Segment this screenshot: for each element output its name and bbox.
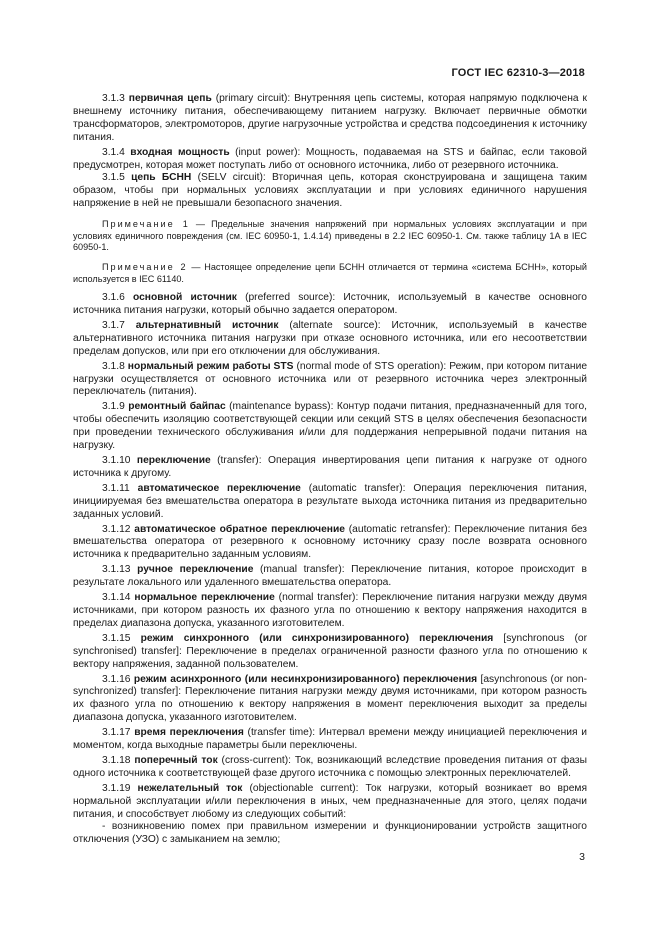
- term-entry: [73, 93, 587, 145]
- term-definition: Источник, используемый в качестве основного источника питания нагрузки, который обычно задается оператором.: [73, 292, 587, 317]
- term-number: 3.1.13: [102, 564, 131, 576]
- term-definition: Режим, при котором питание нагрузки осуществляется от основного источника или от резервного источника через электронный переключатель (питания).: [73, 360, 588, 398]
- term-definition: Интервал времени между инициацией переключения и моментом, когда выходные параметры были переключены.: [73, 727, 587, 752]
- note: [73, 219, 587, 254]
- term-entry: [73, 755, 587, 781]
- term-name: режим асинхронного (или несинхронизированного) переключения: [133, 673, 478, 685]
- term-name: автоматическое переключение: [137, 482, 301, 494]
- term-name: время переключения: [134, 727, 244, 739]
- term-number: 3.1.4: [102, 146, 125, 158]
- term-number: 3.1.6: [102, 292, 125, 304]
- term-number: 3.1.18: [102, 754, 131, 766]
- note: [73, 262, 587, 285]
- term-english: (manual transfer):: [253, 564, 345, 576]
- term-number: 3.1.19: [102, 782, 131, 794]
- term-name: нормальное переключение: [134, 592, 275, 604]
- bullet-item: - возникновению помех при правильном измерении и функционировании устройств защитного отключения (УЗО) с замыканием на землю;: [73, 821, 587, 846]
- term-english: (normal mode of STS operation):: [293, 360, 447, 372]
- term-definition: Внутренняя цепь системы, которая напрямую подключена к внешнему источнику питания, обеспечивающему питанием нагрузку. Включает первичные обмотки трансформаторов, электромоторов, другие нагрузочные устройства и средства подсоединения к источнику питания.: [73, 93, 588, 143]
- term-entry: [73, 592, 587, 631]
- term-number: 3.1.3: [102, 93, 125, 104]
- term-entry: [73, 483, 587, 522]
- standard-header: ГОСТ IEC 62310-3—2018: [451, 67, 585, 79]
- term-entry: [73, 401, 587, 453]
- term-entry: [73, 783, 587, 822]
- term-definition: Вторичная цепь, которая сконструирована и защищена таким образом, чтобы при нормальных условиях эксплуатации и при условиях единичного нарушения напряжение в ней не превышали безопасного значения.: [73, 172, 587, 210]
- term-number: 3.1.10: [102, 455, 131, 466]
- term-name: режим синхронного (или синхронизированного) переключения: [140, 632, 494, 644]
- term-definition: Операция инвертирования цепи питания к нагрузке от одного источника к другому.: [73, 455, 587, 479]
- note-label: Примечание 1: [102, 219, 190, 230]
- term-entry: [73, 361, 587, 400]
- term-number: 3.1.17: [102, 727, 131, 739]
- term-name: ручное переключение: [137, 564, 254, 576]
- term-english: (cross-current):: [217, 754, 292, 766]
- term-name: нормальный режим работы STS: [127, 360, 294, 372]
- term-english: (transfer time):: [243, 727, 316, 739]
- term-english: [synchronous (or synchronised) transfer]:: [73, 632, 587, 657]
- term-definition: Контур подачи питания, предназначенный для того, чтобы обеспечить изоляцию соответствующей секции или секций STS в целях обеспечения безопасности при проведении технического обслуживания и/или для поддержания непрерывной подачи питания на нагрузку.: [73, 401, 587, 452]
- term-name: основной источник: [132, 292, 237, 304]
- term-english: (input power):: [229, 146, 301, 158]
- term-name: входная мощность: [130, 146, 230, 158]
- term-entry: [73, 172, 587, 211]
- term-english: (automatic retransfer):: [344, 523, 451, 535]
- term-definition: Операция переключения питания, инициируемая без вмешательства оператора в результате выхода источника питания из предварительно заданных условий.: [73, 482, 588, 520]
- term-number: 3.1.9: [102, 401, 125, 413]
- term-english: (maintenance bypass):: [225, 401, 334, 413]
- term-definition: Переключение питания нагрузки между двумя источниками, при котором разность их фазного угла по отношению к вектору напряжения в момент переключения выходит за пределы диапазона допуска, указанного изготовителем.: [73, 686, 587, 724]
- term-entry: [73, 147, 587, 173]
- term-english: (transfer):: [210, 455, 262, 466]
- term-entry: [73, 727, 587, 753]
- term-name: альтернативный источник: [135, 319, 279, 331]
- term-number: 3.1.14: [102, 592, 131, 604]
- term-definition: Мощность, подаваемая на STS и байпас, если таковой предусмотрен, которая может поступать либо от основного источника, либо от резервного источника.: [73, 146, 588, 171]
- note-label: Примечание 2: [102, 261, 188, 272]
- term-name: первичная цепь: [128, 93, 212, 104]
- note-text: — Предельные значения напряжений при нормальных условиях эксплуатации и при условиях единичного повреждения (см. IEC 60950-1, 1.4.14) приведены в 2.2 IEC 60950-1. См. также таблицу 1А в IEC 60950-1.: [73, 219, 587, 253]
- term-definition: Переключение питания без вмешательства оператора от резервного к основному источнику сразу после возврата основного источника к предварительно заданным условиям.: [73, 523, 587, 561]
- term-english: (SELV circuit):: [191, 172, 266, 184]
- term-entry: [73, 524, 587, 563]
- page-number: 3: [579, 851, 585, 863]
- term-entry: [73, 564, 587, 590]
- term-entry: [73, 633, 587, 672]
- term-name: поперечный ток: [134, 754, 218, 766]
- term-english: (primary circuit):: [211, 93, 291, 104]
- term-number: 3.1.12: [102, 523, 131, 535]
- term-definition: Переключение питания нагрузки между двумя источниками, при котором разность их фазного угла по отношению к вектору напряжения находится в пределах диапазона допуска, указанного изготовителем.: [73, 592, 587, 629]
- term-entry: [73, 320, 587, 359]
- term-definition: Переключение питания, которое происходит в результате локального или удаленного вмешательства оператора.: [73, 564, 587, 589]
- term-definition: Источник, используемый в качестве альтернативного источника питания нагрузки при отказе основного источника, или его несоответствии пределам допусков, или при его отключении для обслуживания.: [73, 319, 588, 357]
- term-number: 3.1.16: [102, 673, 131, 685]
- term-number: 3.1.15: [102, 632, 131, 644]
- term-name: ремонтный байпас: [128, 401, 226, 413]
- term-number: 3.1.8: [102, 360, 125, 372]
- term-english: (objectionable current):: [242, 782, 359, 794]
- term-entry: [73, 292, 587, 318]
- term-english: (normal transfer):: [274, 592, 359, 604]
- page-content: [73, 93, 587, 847]
- term-name: автоматическое обратное переключение: [134, 523, 345, 535]
- term-name: нежелательный ток: [137, 782, 243, 794]
- term-definition: Ток, возникающий вследствие проведения питания от фазы одного источника к соответствующей фазе другого источника с помощью электронных переключателей.: [73, 754, 588, 779]
- term-number: 3.1.7: [102, 319, 125, 331]
- term-number: 3.1.5: [102, 172, 125, 184]
- term-english: (preferred source):: [236, 292, 336, 304]
- term-english: (alternate source):: [278, 319, 381, 331]
- note-text: — Настоящее определение цепи БСНН отличается от термина «система БСНН», который используется в IEC 61140.: [73, 261, 587, 284]
- term-number: 3.1.11: [102, 482, 130, 494]
- term-english: (automatic transfer):: [300, 482, 406, 494]
- term-definition: Переключение в пределах ограниченной разности фазного угла по отношению к вектору напряжения, заданной пользователем.: [73, 645, 588, 670]
- term-english: [asynchronous (or non-synchronized) transfer]:: [73, 673, 587, 698]
- term-name: цепь БСНН: [131, 172, 192, 184]
- term-name: переключение: [136, 455, 211, 466]
- term-entry: [73, 455, 587, 481]
- term-entry: [73, 674, 587, 726]
- term-definition: Ток нагрузки, который возникает во время нормальной эксплуатации и/или переключения в иных, чем предназначенные для этого, целях подачи питания, и способствует любому из следующих событий:: [73, 782, 587, 820]
